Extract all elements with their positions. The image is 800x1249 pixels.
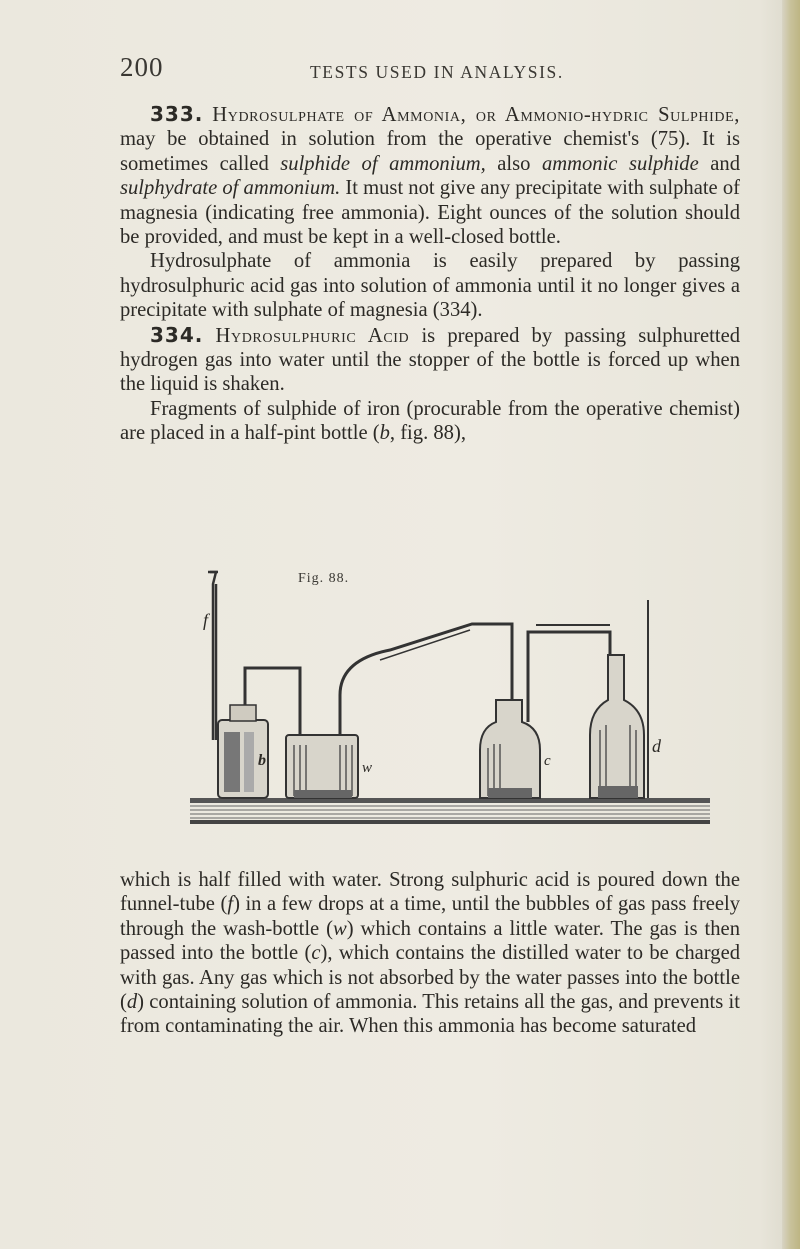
section-333-text: also — [485, 152, 542, 175]
italic-letter: w — [333, 917, 347, 940]
section-334-title: Hydrosulphuric Acid — [215, 324, 410, 347]
bottle-d — [590, 600, 648, 798]
fragments-text: , fig. 88), — [389, 422, 466, 445]
italic-term: sulphide of ammonium, — [280, 152, 486, 175]
italic-letter: f — [227, 893, 234, 916]
continuation-paragraph — [120, 868, 740, 1039]
delivery-tube-2-outline — [380, 630, 470, 660]
label-b: b — [258, 752, 266, 769]
section-333-text: may be obtained in solution from the operative chemist's (75). It is sometimes called — [120, 128, 740, 175]
italic-letter: d — [126, 991, 138, 1014]
section-334-paragraph — [120, 323, 740, 397]
italic-letter: b — [379, 422, 390, 445]
section-333-title: Hydrosulphate of Ammonia, or Ammonio-hydric Sulphide, — [212, 104, 740, 126]
running-head: TESTS USED IN ANALYSIS. — [310, 62, 564, 82]
upper-text-block — [120, 102, 740, 446]
fragments-text: Fragments of sulphide of iron (procurable from the operative chemist) are placed in a half-pint bottle ( — [120, 397, 740, 445]
page-number: 200 — [120, 52, 164, 82]
label-f: f — [203, 610, 209, 630]
continuation-text: ) in a few drops at a time, until the bubbles of gas pass freely through the wash-bottle ( — [120, 893, 740, 940]
italic-letter: c — [311, 942, 321, 965]
apparatus-base — [190, 798, 710, 824]
italic-term: ammonic sulphide — [541, 152, 699, 175]
italic-term: sulphydrate of ammonium. — [120, 177, 341, 200]
section-number-333: 333. — [150, 102, 204, 126]
figure-88-apparatus — [190, 560, 710, 830]
lower-text-block — [120, 868, 740, 1039]
continuation-text: ) containing solution of ammonia. This retains all the gas, and prevents it from contaminating the air. When this ammonia has become saturated — [120, 991, 740, 1038]
section-333-text: and — [698, 152, 740, 175]
section-334-text: is prepared by passing sulphuretted hydrogen gas into water until the stopper of the bottle is forced up when the liquid is shaken. — [120, 324, 741, 396]
label-c: c — [544, 753, 551, 769]
wash-bottle-w — [286, 735, 358, 798]
section-333-text: It must not give any precipitate with sulphate of magnesia (indicating free ammonia). Eight ounces of the solution should be provided, and must be kept in a well-closed bottle. — [120, 177, 741, 249]
page-header — [120, 48, 740, 88]
figure-caption: Fig. 88. — [298, 571, 350, 586]
page-edge-shadow — [782, 0, 800, 1249]
fragments-paragraph — [120, 397, 740, 446]
preparation-paragraph: Hydrosulphate of ammonia is easily prepared by passing hydrosulphuric acid gas into solution of ammonia until it no longer gives a precipitate with sulphate of magnesia (334). — [120, 250, 740, 322]
funnel-tube — [208, 572, 218, 740]
bottle-c — [480, 700, 540, 798]
section-number-334: 334. — [150, 322, 204, 347]
continuation-text: ), which contains the distilled water to be charged with gas. Any gas which is not absorbed by the water passes into the bottle ( — [120, 942, 741, 1014]
label-w: w — [362, 760, 373, 776]
delivery-tube-2 — [340, 624, 512, 735]
continuation-text: ) which contains a little water. The gas is then passed into the bottle ( — [120, 917, 740, 965]
section-333-paragraph — [120, 102, 740, 249]
label-d: d — [652, 736, 661, 756]
continuation-text: which is half filled with water. Strong sulphuric acid is poured down the funnel-tube ( — [120, 869, 740, 916]
